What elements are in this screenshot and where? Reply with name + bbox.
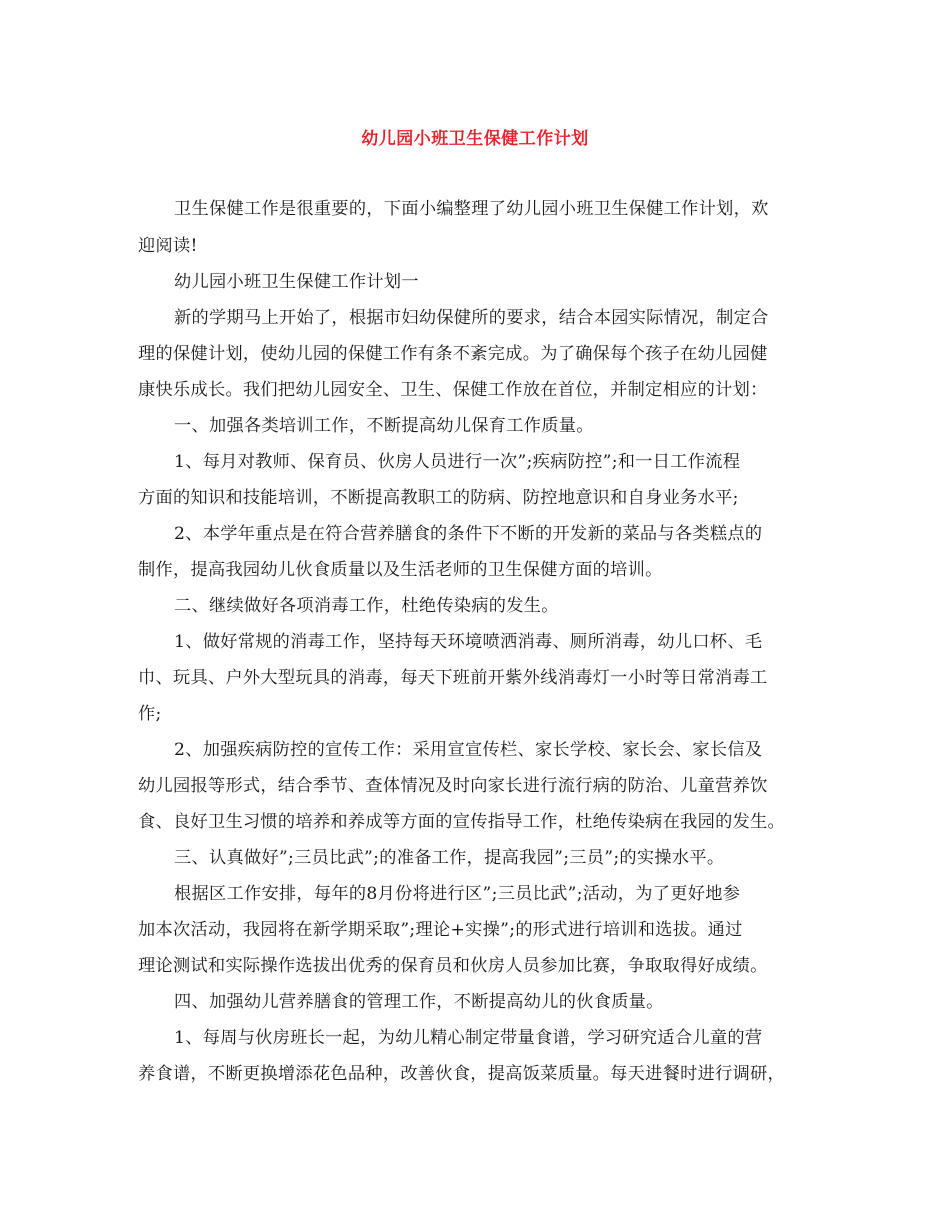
paragraph-line: 1、做好常规的消毒工作，坚持每天环境喷洒消毒、厕所消毒，幼儿口杯、毛: [174, 632, 763, 652]
paragraph-line: 养食谱，不断更换增添花色品种，改善伙食，提高饭菜质量。每天进餐时进行调研，: [138, 1064, 786, 1084]
paragraph-line: 理论测试和实际操作选拔出优秀的保育员和伙房人员参加比赛，争取取得好成绩。: [138, 956, 768, 976]
paragraph-line: 幼儿园报等形式，结合季节、查体情况及时向家长进行流行病的防治、儿童营养饮: [138, 776, 768, 796]
paragraph-line: 根据区工作安排，每年的8月份将进行区”;三员比武”;活动，为了更好地参: [174, 884, 741, 904]
paragraph-line: 康快乐成长。我们把幼儿园安全、卫生、保健工作放在首位，并制定相应的计划：: [138, 380, 768, 400]
paragraph-line: 1、每周与伙房班长一起，为幼儿精心制定带量食谱，学习研究适合儿童的营: [174, 1028, 763, 1048]
section-heading: 一、加强各类培训工作，不断提高幼儿保育工作质量。: [174, 416, 594, 436]
paragraph-line: 加本次活动，我园将在新学期采取”;理论+实操”;的形式进行培训和选拔。通过: [138, 920, 743, 940]
section-heading: 幼儿园小班卫生保健工作计划一: [174, 272, 419, 292]
section-heading: 二、继续做好各项消毒工作，杜绝传染病的发生。: [174, 596, 559, 616]
paragraph-line: 制作，提高我园幼儿伙食质量以及生活老师的卫生保健方面的培训。: [138, 560, 663, 580]
paragraph-line: 2、加强疾病防控的宣传工作：采用宣宣传栏、家长学校、家长会、家长信及: [174, 740, 763, 760]
section-heading: 三、认真做好”;三员比武”;的准备工作，提高我园”;三员”;的实操水平。: [174, 848, 725, 868]
paragraph-line: 卫生保健工作是很重要的，下面小编整理了幼儿园小班卫生保健工作计划，欢: [174, 199, 769, 219]
document-title: 幼儿园小班卫生保健工作计划: [361, 129, 589, 149]
paragraph-line: 新的学期马上开始了，根据市妇幼保健所的要求，结合本园实际情况，制定合: [174, 308, 769, 328]
paragraph-line: 食、良好卫生习惯的培养和养成等方面的宣传指导工作，杜绝传染病在我园的发生。: [138, 812, 786, 832]
paragraph-line: 理的保健计划，使幼儿园的保健工作有条不紊完成。为了确保每个孩子在幼儿园健: [138, 344, 768, 364]
section-heading: 四、加强幼儿营养膳食的管理工作，不断提高幼儿的伙食质量。: [174, 992, 664, 1012]
paragraph-line: 作;: [138, 704, 162, 724]
paragraph-line: 2、本学年重点是在符合营养膳食的条件下不断的开发新的菜品与各类糕点的: [174, 524, 763, 544]
paragraph-line: 1、每月对教师、保育员、伙房人员进行一次”;疾病防控”;和一日工作流程: [174, 452, 741, 472]
paragraph-line: 巾、玩具、户外大型玩具的消毒，每天下班前开紫外线消毒灯一小时等日常消毒工: [138, 668, 768, 688]
paragraph-line: 方面的知识和技能培训，不断提高教职工的防病、防控地意识和自身业务水平;: [138, 488, 739, 508]
paragraph-line: 迎阅读!: [138, 236, 198, 256]
